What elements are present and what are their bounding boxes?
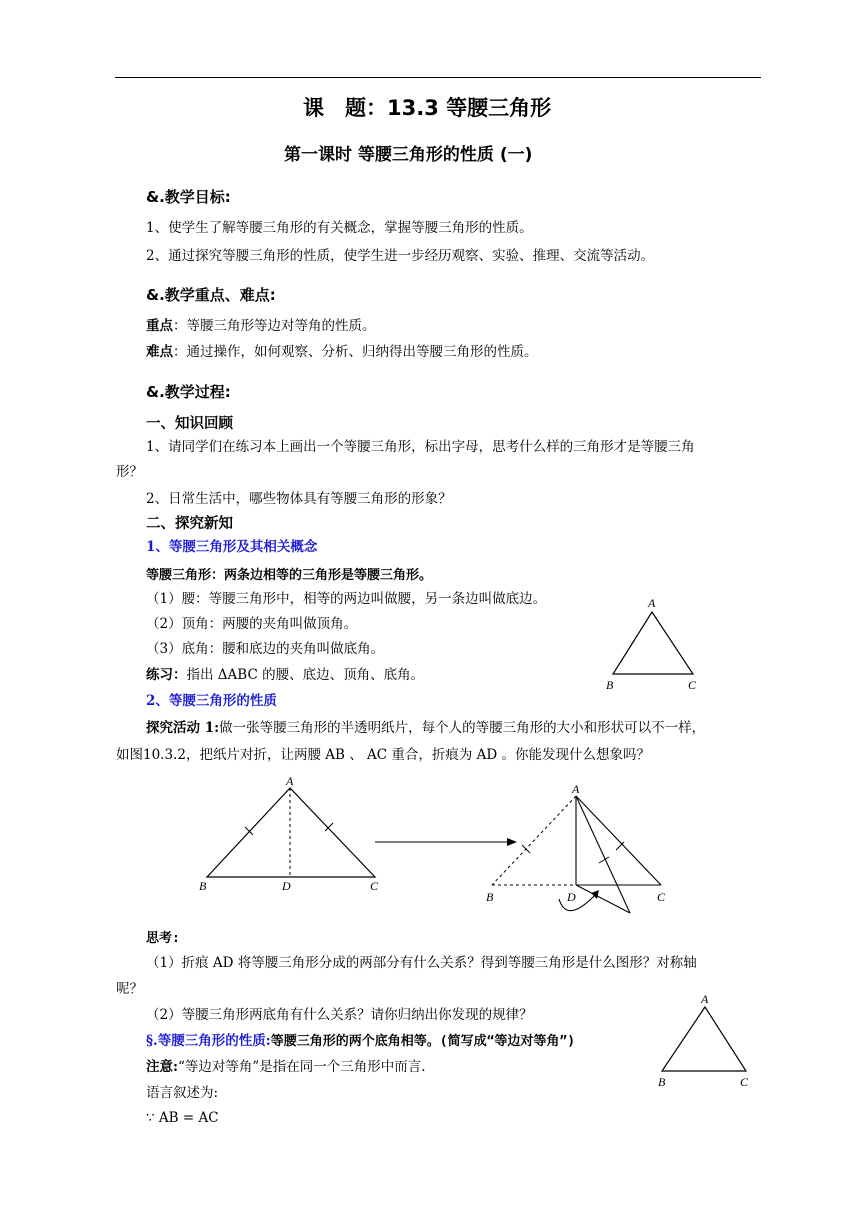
- language-line: 语言叙述为:: [146, 1085, 219, 1101]
- label-a: A: [648, 596, 656, 610]
- note-label: 注意:: [146, 1059, 178, 1075]
- fig2-label-d: D: [282, 879, 291, 893]
- review-2: 2、日常生活中，哪些物体具有等腰三角形的形象？: [146, 491, 452, 507]
- triangle-abc-figure-2: [650, 990, 760, 1090]
- fig3-label-b: B: [486, 890, 494, 904]
- activity-line-b: 如图10.3.2，把纸片对折，让两腰 AB 、 AC 重合，折痕为 AD 。你能发现什么想象吗？: [116, 747, 651, 763]
- activity-label: 探究活动 1:: [146, 720, 220, 736]
- goals-heading: &.教学目标:: [146, 188, 231, 206]
- fig4-label-b: B: [658, 1075, 666, 1089]
- label-b: B: [606, 678, 614, 692]
- page-subtitle: 第一课时 等腰三角形的性质 (一): [284, 145, 533, 165]
- triangle-abc-figure-1: [600, 594, 710, 694]
- label-c: C: [688, 678, 697, 692]
- activity-text-a: 做一张等腰三角形的半透明纸片，每个人的等腰三角形的大小和形状可以不一样，: [219, 720, 706, 736]
- top-rule: [115, 77, 761, 78]
- property-heading: 2、等腰三角形的性质: [146, 693, 277, 709]
- process-heading: &.教学过程:: [146, 383, 231, 401]
- diff-label: 难点: [146, 344, 173, 360]
- property-statement: [146, 1030, 575, 1053]
- fig2-label-a: A: [286, 775, 294, 788]
- exercise-text: 指出 ΔABC 的腰、底边、顶角、底角。: [186, 667, 425, 683]
- tick-mark-right-2: [616, 842, 624, 850]
- fig3-label-c: C: [657, 890, 666, 904]
- folded-edge-ab: [492, 796, 576, 885]
- moving-base: [576, 885, 630, 913]
- rotation-arrow: [559, 893, 597, 911]
- moving-edge: [576, 796, 630, 913]
- review-1a: 1、请同学们在练习本上画出一个等腰三角形，标出字母，思考什么样的三角形才是等腰三角: [146, 439, 695, 455]
- because-line: ∵ AB = AC: [146, 1110, 219, 1126]
- fig2-label-c: C: [370, 879, 379, 893]
- fig3-label-a: A: [572, 782, 580, 796]
- leg-def: （1）腰：等腰三角形中，相等的两边叫做腰，另一条边叫做底边。: [146, 591, 547, 607]
- page-title: 课 题：13.3 等腰三角形: [303, 96, 552, 120]
- fig4-label-a: A: [701, 992, 709, 1006]
- think-label: 思考:: [146, 931, 180, 946]
- diff-text: ：通过操作，如何观察、分析、归纳得出等腰三角形的性质。: [173, 344, 538, 360]
- triangle-shape-2: [662, 1007, 746, 1071]
- left-triangle: [207, 788, 375, 877]
- property-text: 等腰三角形的两个底角相等。(简写成“等边对等角”): [270, 1034, 576, 1049]
- fig2-label-b: B: [199, 879, 207, 893]
- definition-line: 等腰三角形：两条边相等的三角形是等腰三角形。: [146, 568, 433, 583]
- base-angle-def: （3）底角：腰和底边的夹角叫做底角。: [146, 641, 385, 657]
- fold-figure: [195, 775, 695, 920]
- exercise-label: 练习：: [146, 667, 187, 683]
- property-label: §.等腰三角形的性质:: [146, 1033, 271, 1049]
- key-heading: &.教学重点、难点:: [146, 286, 276, 304]
- activity-line-a: [146, 717, 705, 739]
- triangle-shape: [613, 612, 693, 674]
- goal-1: 1、使学生了解等腰三角形的有关概念，掌握等腰三角形的性质。: [146, 220, 533, 236]
- note-text: “等边对等角”是指在同一个三角形中而言.: [177, 1059, 426, 1075]
- concept-heading: 1、等腰三角形及其相关概念: [146, 539, 318, 555]
- note: [146, 1056, 426, 1078]
- goal-2: 2、通过探究等腰三角形的性质，使学生进一步经历观察、实验、推理、交流等活动。: [146, 248, 655, 264]
- exercise: [146, 664, 424, 686]
- key-label: 重点: [146, 318, 173, 334]
- review-1b: 形？: [116, 464, 143, 480]
- think-1a: （1）折痕 AD 将等腰三角形分成的两部分有什么关系？得到等腰三角形是什么图形？对称轴: [146, 955, 697, 971]
- edge-ac: [576, 796, 661, 885]
- key-point: [146, 315, 376, 337]
- think-1b: 呢？: [116, 981, 143, 997]
- part2-heading: 二、探究新知: [146, 516, 233, 532]
- think-2: （2）等腰三角形两底角有什么关系？请你归纳出你发现的规律？: [146, 1007, 533, 1023]
- fig4-label-c: C: [740, 1075, 749, 1089]
- tick-mark-ac: [325, 823, 333, 831]
- apex-def: （2）顶角：两腰的夹角叫做顶角。: [146, 616, 358, 632]
- difficult-point: [146, 341, 538, 363]
- part1-heading: 一、知识回顾: [146, 416, 233, 432]
- fig3-label-d: D: [567, 890, 576, 904]
- key-text: ：等腰三角形等边对等角的性质。: [173, 318, 376, 334]
- arrow-head: [507, 838, 517, 846]
